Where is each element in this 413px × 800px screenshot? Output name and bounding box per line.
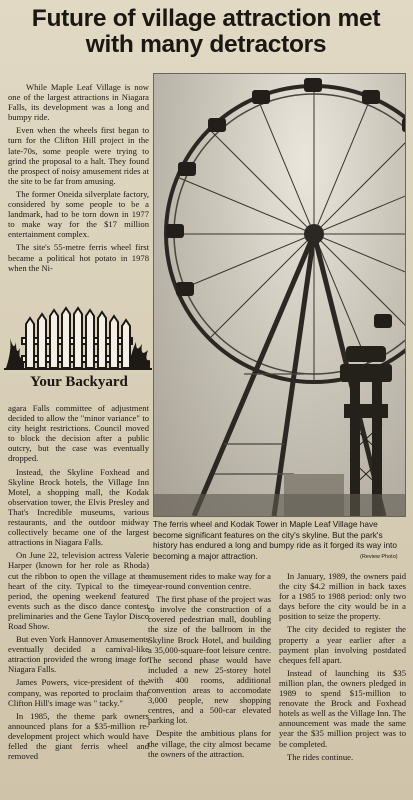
paragraph: Even when the wheels first began to turn for the Clifton Hill project in the late-70s, some people were trying to grind the proposal to a halt. They found the prospect of noisy amusement rides at the site to be far from amusing. [8, 125, 149, 186]
paragraph: agara Falls committee of adjustment decided to allow the "minor variance" to city height restrictions. Council moved to block the decision after a public outcry, but the case was eventually dropped. [8, 403, 149, 464]
paragraph: Instead of launching its $35 million plan, the owners pledged in 1989 to spend $15-million to renovate the Brock and Foxhead hotels as well as the Village Inn. The announcement was made the same year the $35 million project was to be completed. [279, 667, 406, 749]
paragraph: On June 22, television actress Valerie Harper (known for her role as Rhoda) cut the ribbon to open the village at the heart of the city. Typical to the time period, the opening weekend featured events such as the disco dance contest preliminaries and the Gene Taylor Disco Road Show. [8, 550, 149, 631]
paragraph: amusement rides to make way for a year-round convention centre. [148, 571, 271, 592]
paragraph: James Powers, vice-president of the company, was reported to proclaim that Clifton Hill's image was " tacky." [8, 677, 149, 708]
column3 [279, 571, 406, 765]
paragraph: The city decided to register the property a year earlier after a payment plan involving postdated cheques fell apart. [279, 624, 406, 665]
column2 [148, 571, 271, 762]
paragraph: The first phase of the project was to involve the construction of a covered pedestrian mall, doubling the size of the ballroom in the Skyline Brock Hotel, and building a 35,000-square-foot leisure centre. The second phase would have included a new 25-storey hotel with 400 rooms, additional convention areas to accomodate 3,000 people, new shopping centres, and a 500-car elevated parking lot. [148, 594, 271, 726]
paragraph: Despite the ambitious plans for the village, the city almost became the owners of the attraction. [148, 728, 271, 759]
ferris-wheel-illustration [154, 74, 405, 516]
backyard-label: Your Backyard [30, 374, 128, 390]
paragraph: In January, 1989, the owners paid the city $4.2 million in back taxes for a 1985 to 1988 period: only two days before the city would be in a position to seize the property. [279, 571, 406, 622]
photo-caption: The ferris wheel and Kodak Tower in Maple Leaf Village have become significant features on the city's skyline. But the park's history has endured a long and bumpy ride as it forged its way into becoming a major attraction. [153, 519, 397, 561]
paragraph: The site's 55-metre ferris wheel first became a political hot potato in 1978 when the Ni- [8, 242, 149, 273]
ferris-wheel-photo [153, 73, 406, 517]
paragraph: In 1985, the theme park owners announced plans for a $35-million re-development project which would have felled the giant ferris wheel and removed [8, 710, 149, 762]
headline: Future of village attraction met with many detractors [31, 5, 381, 58]
paragraph: Instead, the Skyline Foxhead and Skyline Brock hotels, the Village Inn Motel, a shopping mall, the Kodak observation tower, the Elvis Presley and That's Incredible museums, various restaurants, and the outdoor midway collectively became one of the largest attractions in Niagara Falls. [8, 466, 149, 548]
column1-top [8, 82, 149, 276]
column1-bottom [8, 403, 149, 764]
paragraph: The rides continue. [287, 751, 354, 762]
paragraph: The former Oneida silverplate factory, considered by some people to be a landmark, had to be torn down in 1977 to make way for the $17 million entertainment complex. [8, 188, 149, 240]
photo-credit: (Review Photo) [360, 554, 398, 560]
paragraph: While Maple Leaf Village is now one of the largest attractions in Niagara Falls, its development was a long and bumpy ride. [8, 82, 149, 123]
paragraph: But even York Hannover Amusements eventually decided a carnival-like attraction provided the wrong image for Niagara Falls. [8, 634, 149, 675]
